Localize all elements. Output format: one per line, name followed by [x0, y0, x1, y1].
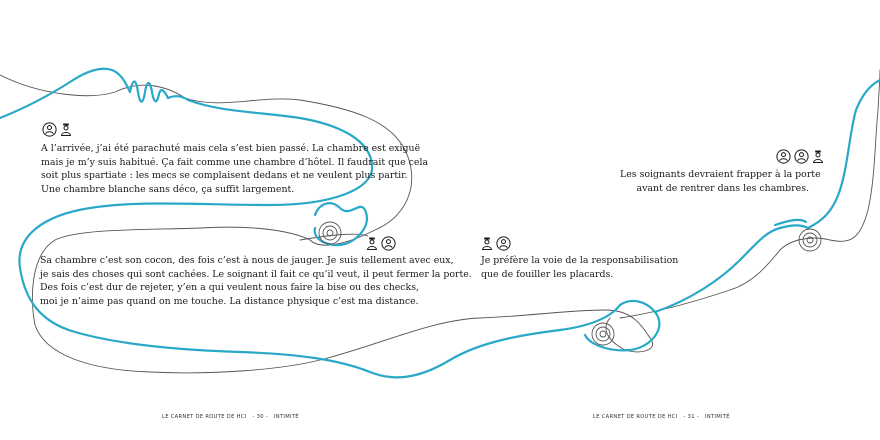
text-line: Les soignants devraient frapper à la porte	[620, 169, 821, 180]
testimony-block-4	[620, 168, 821, 195]
text-line: avant de rentrer dans les chambres.	[636, 182, 809, 194]
text-line: Sa chambre c’est son cocon, des fois c’est à nous de jauger. Je suis tellement avec eux,	[40, 255, 454, 266]
testimony-block-2	[40, 254, 472, 308]
text-line: Je préfère la voie de la responsabilisation	[481, 255, 679, 266]
text-line: Des fois c’est dur de rejeter, y’en a qui veulent nous faire la bise ou des checks,	[40, 282, 420, 294]
testimony-block-3	[481, 254, 678, 281]
footer-section: INTIMITÉ	[273, 414, 299, 420]
footer-title: LE CARNET DE ROUTE DE HCI	[162, 414, 247, 420]
caregiver-icon	[812, 149, 824, 164]
text-line: soit plus spartiate : les mecs se complaisent dedans et ne veulent plus partir.	[41, 170, 408, 182]
speaker-icons-2	[366, 236, 396, 251]
thin-route-line	[0, 70, 880, 373]
patient-icon	[42, 122, 57, 137]
text-line: moi je n’aime pas quand on me touche. La distance physique c’est ma distance.	[40, 295, 419, 307]
speaker-icons-4	[776, 149, 824, 164]
page-number: - 30 -	[252, 414, 268, 420]
footer-section: INTIMITÉ	[704, 414, 730, 420]
testimony-block-1	[41, 142, 428, 196]
page-footer-left	[162, 414, 303, 420]
spiral-marker-2	[592, 323, 614, 345]
patient-icon	[794, 149, 809, 164]
page-footer-right	[593, 414, 734, 420]
text-line: je sais des choses qui sont cachées. Le soignant il fait ce qu’il veut, il peut fermer la porte.	[40, 268, 472, 280]
caregiver-icon	[366, 236, 378, 251]
spiral-marker-1	[319, 222, 341, 244]
page-number: - 31 -	[683, 414, 699, 420]
thick-route-line	[0, 69, 880, 378]
caregiver-icon	[60, 122, 72, 137]
caregiver-icon	[481, 236, 493, 251]
text-line: que de fouiller les placards.	[481, 268, 614, 280]
text-line: A l’arrivée, j’ai été parachuté mais cela s’est bien passé. La chambre est exiguë	[41, 143, 421, 154]
text-line: mais je m’y suis habitué. Ça fait comme une chambre d’hôtel. Il faudrait que cela	[41, 156, 429, 168]
footer-title: LE CARNET DE ROUTE DE HCI	[593, 414, 678, 420]
speaker-icons-1	[42, 122, 72, 137]
patient-icon	[776, 149, 791, 164]
speaker-icons-3	[481, 236, 511, 251]
patient-icon	[496, 236, 511, 251]
text-line: Une chambre blanche sans déco, ça suffit largement.	[41, 183, 295, 195]
patient-icon	[381, 236, 396, 251]
spiral-marker-3	[799, 229, 821, 251]
